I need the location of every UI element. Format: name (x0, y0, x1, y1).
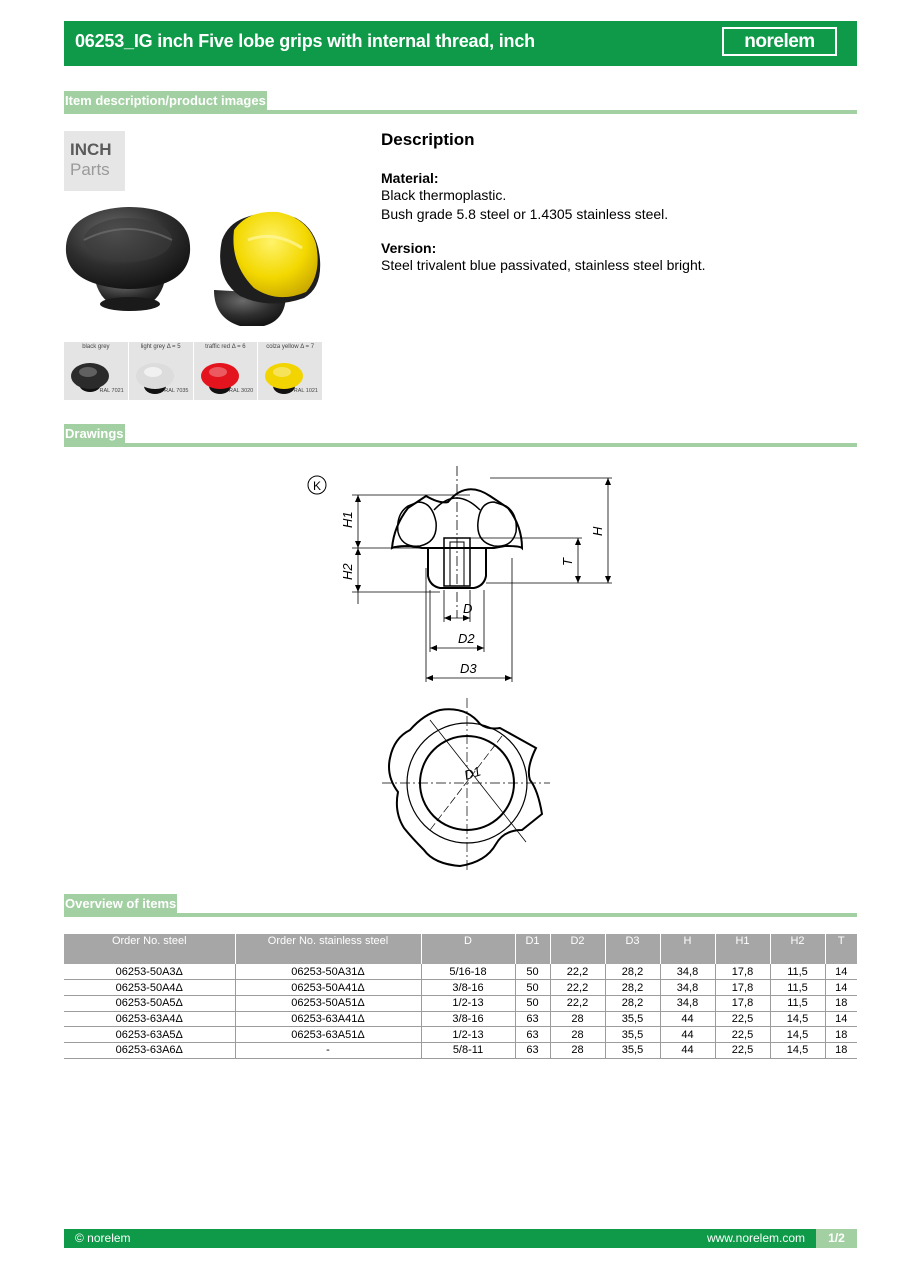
table-cell: 34,8 (660, 980, 715, 996)
section-divider (64, 913, 857, 917)
table-cell: 5/16-18 (421, 964, 515, 980)
table-cell: 44 (660, 1011, 715, 1027)
color-swatches (64, 342, 322, 400)
norelem-logo[interactable]: norelem (722, 27, 837, 56)
label-k: K (313, 479, 322, 493)
table-cell: 14 (825, 1011, 857, 1027)
page-number: 1/2 (816, 1229, 857, 1248)
table-cell: 06253-63A4Δ (64, 1011, 235, 1027)
table-cell: 14,5 (770, 1027, 825, 1043)
table-cell: 11,5 (770, 980, 825, 996)
table-cell: 06253-50A51Δ (235, 995, 421, 1011)
table-cell: 17,8 (715, 964, 770, 980)
table-cell: 14,5 (770, 1011, 825, 1027)
table-cell: 17,8 (715, 995, 770, 1011)
column-header[interactable]: D3 (605, 934, 660, 964)
table-cell: 44 (660, 1042, 715, 1058)
table-cell: 28 (550, 1042, 605, 1058)
swatch-ral: RAL 1021 (293, 388, 318, 394)
table-cell: 34,8 (660, 964, 715, 980)
table-row[interactable] (64, 1011, 857, 1027)
description-heading: Description (381, 130, 475, 149)
label-d2: D2 (458, 631, 475, 646)
section-drawings (64, 424, 857, 447)
swatch-traffic-red[interactable] (194, 342, 259, 400)
label-h2: H2 (340, 563, 355, 580)
table-cell: 50 (515, 995, 550, 1011)
table-cell: - (235, 1042, 421, 1058)
section-title: Overview of items (64, 894, 177, 914)
column-header[interactable]: Order No. stainless steel (235, 934, 421, 964)
table-cell: 28,2 (605, 995, 660, 1011)
table-cell: 06253-63A5Δ (64, 1027, 235, 1043)
table-cell: 35,5 (605, 1027, 660, 1043)
table-cell: 14,5 (770, 1042, 825, 1058)
table-cell: 1/2-13 (421, 995, 515, 1011)
label-d: D (463, 601, 473, 616)
column-header[interactable]: D1 (515, 934, 550, 964)
description-block (381, 130, 851, 275)
table-row[interactable] (64, 980, 857, 996)
table-cell: 5/8-11 (421, 1042, 515, 1058)
table-cell: 35,5 (605, 1011, 660, 1027)
table-cell: 06253-63A6Δ (64, 1042, 235, 1058)
version-line: Steel trivalent blue passivated, stainless steel bright. (381, 257, 706, 273)
table-cell: 50 (515, 964, 550, 980)
table-cell: 22,2 (550, 964, 605, 980)
swatch-ral: RAL 7021 (99, 388, 124, 394)
table-row[interactable] (64, 1042, 857, 1058)
table-cell: 22,2 (550, 980, 605, 996)
table-cell: 3/8-16 (421, 980, 515, 996)
section-title: Item description/product images (64, 91, 267, 111)
column-header[interactable]: D (421, 934, 515, 964)
table-cell: 11,5 (770, 964, 825, 980)
swatch-colza-yellow[interactable] (258, 342, 322, 400)
table-row[interactable] (64, 1027, 857, 1043)
table-cell: 06253-63A51Δ (235, 1027, 421, 1043)
table-cell: 22,2 (550, 995, 605, 1011)
table-cell: 18 (825, 995, 857, 1011)
column-header[interactable]: Order No. steel (64, 934, 235, 964)
column-header[interactable]: H (660, 934, 715, 964)
table-row[interactable] (64, 995, 857, 1011)
badge-line2: Parts (70, 160, 110, 179)
table-cell: 14 (825, 964, 857, 980)
technical-drawing (290, 458, 630, 878)
table-cell: 34,8 (660, 995, 715, 1011)
column-header[interactable]: T (825, 934, 857, 964)
material-line: Black thermoplastic. (381, 187, 507, 203)
section-item-description (64, 91, 857, 114)
table-cell: 50 (515, 980, 550, 996)
column-header[interactable]: D2 (550, 934, 605, 964)
product-image (64, 200, 322, 342)
section-title: Drawings (64, 424, 125, 444)
table-cell: 63 (515, 1027, 550, 1043)
swatch-ral: RAL 3020 (228, 388, 254, 394)
copyright: © norelem (75, 1231, 131, 1245)
badge-line1: INCH (70, 140, 112, 159)
table-cell: 06253-50A4Δ (64, 980, 235, 996)
table-cell: 1/2-13 (421, 1027, 515, 1043)
table-cell: 17,8 (715, 980, 770, 996)
items-table (64, 934, 857, 1059)
table-row[interactable] (64, 964, 857, 980)
table-cell: 28,2 (605, 964, 660, 980)
table-cell: 06253-50A31Δ (235, 964, 421, 980)
table-cell: 18 (825, 1027, 857, 1043)
swatch-name: black grey (82, 344, 110, 350)
table-cell: 06253-50A3Δ (64, 964, 235, 980)
table-cell: 14 (825, 980, 857, 996)
column-header[interactable]: H1 (715, 934, 770, 964)
label-h: H (590, 526, 605, 536)
version-label: Version: (381, 240, 437, 256)
table-cell: 06253-50A41Δ (235, 980, 421, 996)
table-header-row (64, 934, 857, 964)
table-cell: 3/8-16 (421, 1011, 515, 1027)
label-d3: D3 (460, 661, 477, 676)
table-cell: 28 (550, 1027, 605, 1043)
table-cell: 28 (550, 1011, 605, 1027)
swatch-black-grey[interactable] (64, 342, 129, 400)
table-cell: 22,5 (715, 1042, 770, 1058)
table-cell: 35,5 (605, 1042, 660, 1058)
swatch-light-grey[interactable] (129, 342, 194, 400)
label-h1: H1 (340, 511, 355, 528)
label-d1: D1 (462, 763, 483, 783)
label-t: T (560, 558, 575, 566)
table-cell: 63 (515, 1011, 550, 1027)
table-cell: 63 (515, 1042, 550, 1058)
section-overview (64, 894, 857, 917)
website-link[interactable]: www.norelem.com (706, 1231, 805, 1245)
table-cell: 44 (660, 1027, 715, 1043)
table-cell: 06253-63A41Δ (235, 1011, 421, 1027)
table-cell: 11,5 (770, 995, 825, 1011)
table-cell: 28,2 (605, 980, 660, 996)
table-cell: 22,5 (715, 1011, 770, 1027)
material-line: Bush grade 5.8 steel or 1.4305 stainless steel. (381, 206, 669, 222)
table-cell: 18 (825, 1042, 857, 1058)
page-footer (64, 1229, 857, 1248)
inch-parts-badge (64, 131, 125, 191)
swatch-name: light grey Δ = 5 (140, 344, 181, 350)
swatch-name: colza yellow Δ = 7 (266, 344, 315, 350)
page-title: 06253_IG inch Five lobe grips with internal thread, inch (75, 31, 535, 51)
swatch-name: traffic red Δ = 6 (205, 344, 246, 350)
section-divider (64, 443, 857, 447)
swatch-ral: RAL 7035 (164, 388, 189, 394)
table-cell: 22,5 (715, 1027, 770, 1043)
page-header (64, 21, 857, 66)
column-header[interactable]: H2 (770, 934, 825, 964)
table-cell: 06253-50A5Δ (64, 995, 235, 1011)
material-label: Material: (381, 170, 439, 186)
